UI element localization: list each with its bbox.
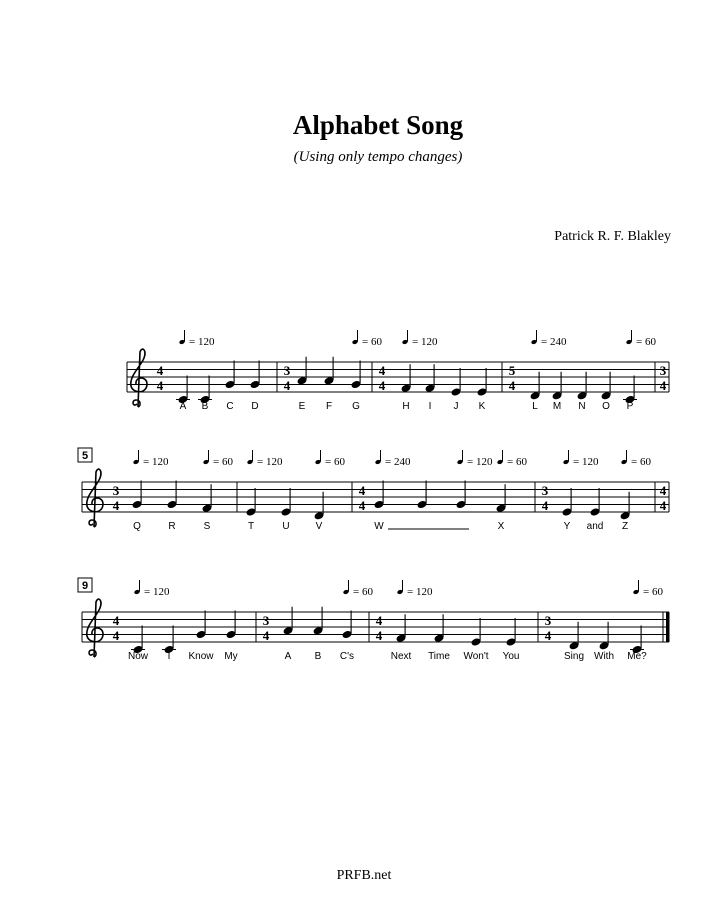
note (201, 484, 212, 513)
tempo-value: = 120 (189, 336, 215, 348)
song-subtitle: (Using only tempo changes) (293, 149, 463, 165)
measure-number: 5 (81, 450, 89, 462)
tempo-marking (315, 450, 346, 468)
note (341, 611, 352, 640)
lyric-syllable: Next (390, 651, 412, 662)
lyric-syllable: M (552, 401, 562, 412)
tempo-marking (247, 450, 283, 468)
tempo-value: = 60 (643, 586, 663, 598)
note (400, 364, 411, 393)
tempo-value: = 60 (507, 456, 527, 468)
note (198, 376, 212, 405)
lyric-syllable: Y (563, 521, 571, 532)
tempo-marking (531, 330, 567, 348)
treble-clef-icon (131, 349, 147, 407)
lyric-syllable: My (224, 651, 238, 662)
lyric-syllable: Z (621, 521, 629, 532)
tempo-marking (621, 450, 652, 468)
time-signature (376, 613, 383, 643)
tempo-value: = 120 (467, 456, 493, 468)
time-signature (379, 363, 386, 393)
note (495, 484, 506, 513)
time-signature-top: 4 (358, 483, 366, 498)
note (296, 357, 307, 386)
note (166, 481, 177, 510)
time-signature (284, 363, 291, 393)
clef-body (131, 349, 147, 407)
tempo-marking (134, 580, 170, 598)
treble-clef-icon (87, 469, 103, 527)
time-signature (509, 363, 516, 393)
tempo-value: = 60 (213, 456, 233, 468)
time-signature-top: 4 (375, 613, 383, 628)
time-signature-top: 3 (283, 363, 291, 378)
tempo-marking (633, 580, 664, 598)
tempo-marking (352, 330, 383, 348)
lyric-syllable: U (282, 521, 290, 532)
measure-number: 9 (81, 580, 89, 592)
note (225, 611, 236, 640)
tempo-marking (626, 330, 657, 348)
lyric-syllable: G (352, 401, 360, 412)
tempo-value: = 60 (362, 336, 382, 348)
note (424, 364, 435, 393)
tempo-marking (397, 580, 433, 598)
final-barline-thick (666, 612, 670, 642)
lyric-syllable: Know (188, 651, 214, 662)
note (280, 488, 291, 517)
time-signature (263, 613, 270, 643)
tempo-value: = 240 (385, 456, 411, 468)
lyric-syllable: L (532, 401, 538, 412)
tempo-marking (563, 450, 599, 468)
note (162, 626, 176, 655)
note (433, 614, 444, 643)
time-signature (157, 363, 164, 393)
tempo-value: = 60 (636, 336, 656, 348)
lyric-syllable: H (402, 401, 410, 412)
tempo-value: = 60 (325, 456, 345, 468)
time-signature-top: 3 (262, 613, 270, 628)
note (551, 372, 562, 401)
lyric-syllable: A (284, 651, 292, 662)
note (416, 481, 427, 510)
clef-body (87, 599, 103, 657)
note (623, 376, 637, 405)
courtesy-time-signature (660, 483, 667, 513)
time-signature-top: 5 (508, 363, 516, 378)
note (131, 481, 142, 510)
footer-site: PRFB.net (336, 868, 392, 883)
note (470, 618, 481, 647)
note (131, 626, 145, 655)
time-signature (359, 483, 366, 513)
lyric-syllable: P (626, 401, 634, 412)
lyric-syllable: X (497, 521, 505, 532)
lyric-syllable: Time (428, 651, 450, 662)
note (395, 614, 406, 643)
note (598, 622, 609, 651)
composer-name: Patrick R. F. Blakley (554, 229, 671, 244)
tempo-value: = 120 (412, 336, 438, 348)
note (576, 372, 587, 401)
lyric-syllable: C (226, 401, 234, 412)
tempo-value: = 240 (541, 336, 567, 348)
tempo-value: = 60 (631, 456, 651, 468)
tempo-marking (457, 450, 493, 468)
lyric-syllable: N (578, 401, 586, 412)
time-signature-bottom: 4 (378, 378, 386, 393)
note (176, 376, 190, 405)
note (249, 361, 260, 390)
lyric-syllable: F (325, 401, 333, 412)
lyric-syllable: I (428, 401, 432, 412)
lyric-syllable: Sing (563, 651, 585, 662)
note (476, 368, 487, 397)
note (224, 361, 235, 390)
time-signature (113, 613, 120, 643)
time-signature-top: 3 (541, 483, 549, 498)
lyric-syllable: A (179, 401, 187, 412)
note (450, 368, 461, 397)
note (505, 618, 516, 647)
time-signature-bottom: 4 (541, 498, 549, 513)
lyric-syllable: Me? (627, 651, 647, 662)
tempo-marking (343, 580, 374, 598)
lyric-syllable: O (602, 401, 610, 412)
lyric-syllable: C's (339, 651, 355, 662)
time-signature-bottom: 4 (544, 628, 552, 643)
time-signature-top: 4 (378, 363, 386, 378)
lyric-syllable: R (168, 521, 176, 532)
time-signature-top: 4 (659, 483, 667, 498)
note (600, 372, 611, 401)
tempo-marking (179, 330, 215, 348)
note (245, 488, 256, 517)
lyric-syllable: B (314, 651, 322, 662)
time-signature-top: 4 (156, 363, 164, 378)
tempo-value: = 120 (573, 456, 599, 468)
lyric-syllable: J (453, 401, 459, 412)
time-signature-bottom: 4 (156, 378, 164, 393)
lyric-syllable: S (203, 521, 211, 532)
tempo-marking (133, 450, 169, 468)
note (630, 626, 644, 655)
time-signature (542, 483, 549, 513)
time-signature-bottom: 4 (262, 628, 270, 643)
courtesy-time-signature (660, 363, 667, 393)
time-signature-bottom: 4 (659, 498, 667, 513)
lyric-syllable: E (298, 401, 306, 412)
time-signature-bottom: 4 (358, 498, 366, 513)
note (323, 357, 334, 386)
lyric-syllable: K (478, 401, 486, 412)
time-signature-top: 3 (112, 483, 120, 498)
lyric-syllable: With (594, 651, 614, 662)
time-signature-bottom: 4 (112, 498, 120, 513)
lyric-syllable: and (586, 521, 604, 532)
tempo-marking (402, 330, 438, 348)
time-signature-bottom: 4 (375, 628, 383, 643)
time-signature-bottom: 4 (112, 628, 120, 643)
lyric-syllable: D (251, 401, 259, 412)
lyric-syllable: Won't (463, 651, 489, 662)
note (282, 607, 293, 636)
lyric-syllable: B (201, 401, 209, 412)
tempo-value: = 120 (407, 586, 433, 598)
tempo-value: = 120 (257, 456, 283, 468)
time-signature-bottom: 4 (659, 378, 667, 393)
tempo-marking (203, 450, 234, 468)
time-signature (113, 483, 120, 513)
clef-body (87, 469, 103, 527)
note (313, 492, 324, 521)
lyric-syllable: Now (127, 651, 149, 662)
note (561, 488, 572, 517)
note (455, 481, 466, 510)
lyric-syllable: W (374, 521, 384, 532)
song-title: Alphabet Song (292, 110, 464, 140)
time-signature-top: 3 (659, 363, 667, 378)
tempo-marking (497, 450, 528, 468)
tempo-marking (375, 450, 411, 468)
lyric-syllable: T (247, 521, 255, 532)
note (619, 492, 630, 521)
tempo-value: = 60 (353, 586, 373, 598)
note (195, 611, 206, 640)
time-signature-bottom: 4 (508, 378, 516, 393)
time-signature-bottom: 4 (283, 378, 291, 393)
lyric-syllable: V (315, 521, 323, 532)
note (373, 481, 384, 510)
lyric-syllable: I (167, 651, 171, 662)
note (350, 361, 361, 390)
staff-system (127, 357, 669, 412)
lyric-syllable: Q (133, 521, 141, 532)
time-signature (545, 613, 552, 643)
treble-clef-icon (87, 599, 103, 657)
note (529, 372, 540, 401)
note (589, 488, 600, 517)
lyric-syllable: You (502, 651, 520, 662)
time-signature-top: 3 (544, 613, 552, 628)
tempo-value: = 120 (144, 586, 170, 598)
note (312, 607, 323, 636)
note (568, 622, 579, 651)
tempo-value: = 120 (143, 456, 169, 468)
time-signature-top: 4 (112, 613, 120, 628)
